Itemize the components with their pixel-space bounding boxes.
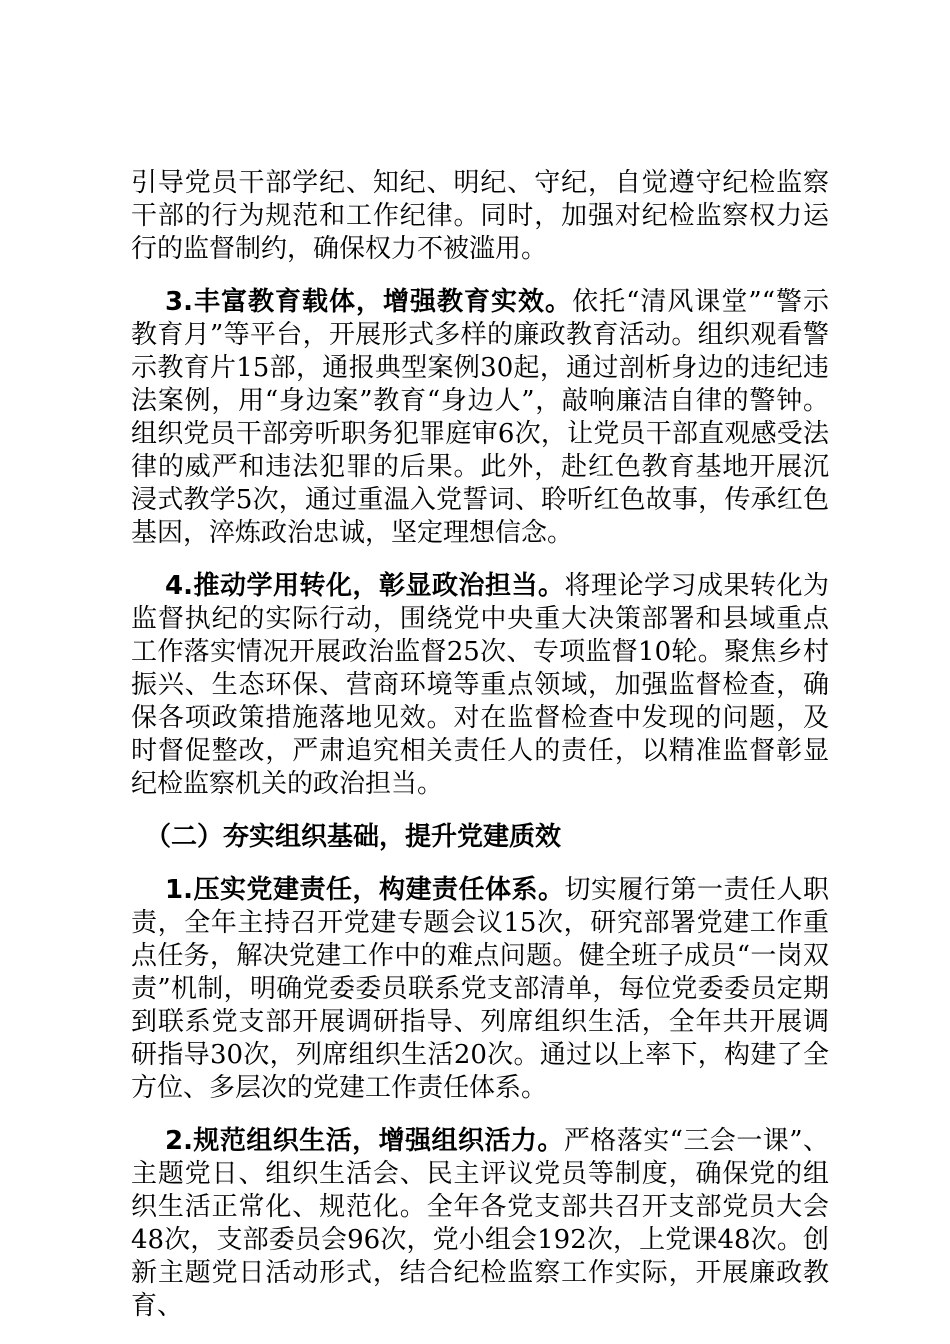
document-body [131, 167, 829, 1343]
paragraph-heading: 1.压实党建责任，构建责任体系。 [165, 875, 565, 905]
paragraph-heading: 3.丰富教育载体，增强教育实效。 [165, 287, 573, 317]
paragraph-heading: 4.推动学用转化，彰显政治担当。 [165, 571, 565, 601]
paragraph-text: 严格落实“三会一课”、主题党日、组织生活会、民主评议党员等制度，确保党的组织生活正常化、规范化。全年各党支部共召开支部党员大会48次，支部委员会96次，党小组会192次，上党课48次。创新主题党日活动形式，结合纪检监察工作实际，开展廉政教育、 [131, 1126, 830, 1321]
paragraph-learning-application [131, 570, 829, 801]
paragraph-discipline-education-continued [131, 167, 829, 266]
paragraph-text: 将理论学习成果转化为监督执纪的实际行动，围绕党中央重大决策部署和县域重点工作落实情况开展政治监督25次、专项监督10轮。聚焦乡村振兴、生态环保、营商环境等重点领域，加强监督检查，确保各项政策措施落地见效。对在监督检查中发现的问题，及时督促整改，严肃追究相关责任人的责任，以精准监督彰显纪检监察机关的政治担当。 [131, 571, 829, 799]
paragraph-party-responsibility [131, 874, 829, 1105]
paragraph-education-carriers [131, 286, 829, 550]
paragraph-organization-life [131, 1125, 829, 1323]
section-heading-organization: （二）夯实组织基础，提升党建质效 [145, 822, 562, 852]
paragraph-text: 依托“清风课堂”“警示教育月”等平台，开展形式多样的廉政教育活动。组织观看警示教育片15部，通报典型案例30起，通过剖析身边的违纪违法案例，用“身边案”教育“身边人”，敲响廉洁自律的警钟。组织党员干部旁听职务犯罪庭审6次，让党员干部直观感受法律的威严和违法犯罪的后果。此外，赴红色教育基地开展沉浸式教学5次，通过重温入党誓词、聆听红色故事，传承红色基因，淬炼政治忠诚，坚定理想信念。 [131, 287, 829, 548]
paragraph-heading: 2.规范组织生活，增强组织活力。 [165, 1126, 564, 1156]
paragraph-text: 切实履行第一责任人职责，全年主持召开党建专题会议15次，研究部署党建工作重点任务，解决党建工作中的难点问题。健全班子成员“一岗双责”机制，明确党委委员联系党支部清单，每位党委委员定期到联系党支部开展调研指导、列席组织生活，全年共开展调研指导30次，列席组织生活20次。通过以上率下，构建了全方位、多层次的党建工作责任体系。 [131, 875, 829, 1103]
paragraph-text: 引导党员干部学纪、知纪、明纪、守纪，自觉遵守纪检监察干部的行为规范和工作纪律。同时，加强对纪检监察权力运行的监督制约，确保权力不被滥用。 [131, 168, 829, 264]
